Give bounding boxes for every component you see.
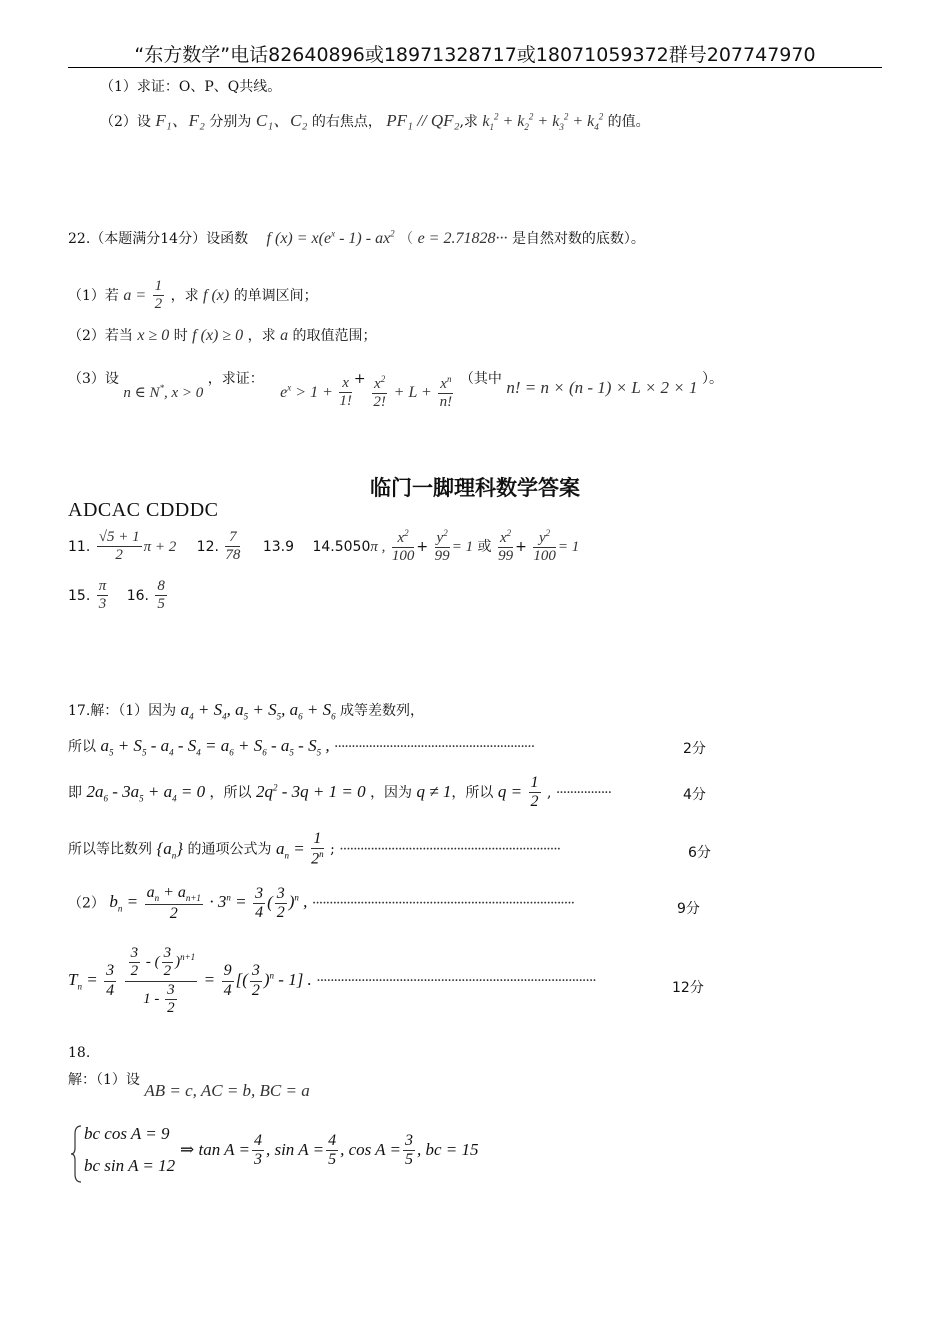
sol17-points-2: 2分 <box>683 741 706 757</box>
header-rule <box>68 67 882 68</box>
sol17-points-6: 6分 <box>688 845 711 861</box>
sol17-line1: 17.解：（1）因为 $a_4 + S_4$, $a_5 + S_5$, $a_6 + S_6$ 成等差数列， <box>68 700 425 722</box>
mc-answers: ADCAC CDDDC <box>68 499 219 521</box>
page-header: “东方数学”电话82640896或18971328717或18071059372群号207747970 <box>134 44 816 66</box>
fill-answers-row1: 11. $\frac{√5 + 1}{2}$ π + 2 12. $\frac{7}{78}$ 13.9 14.5050π , $\frac{x^2}{100}$ + $\frac{y^2}{99}$ = 1 或 $\frac{x^2}{99}$ + $\frac{y^2}{100}$ = 1 <box>68 528 580 565</box>
sol17-line3: 即 $2a_6 - 3a_5 + a_4 = 0$ ，所以 $2q^2 - 3q + 1 = 0$ ，因为 q ≠ 1，所以 q = $\frac{1}{2}$ , ················ <box>68 774 612 811</box>
sol17-line4: 所以等比数列 $\{a_n\}$ 的通项公式为 $a_n$ = $\frac{1}{2^n}$ ; ································································ <box>68 830 561 868</box>
sol18-number: 18. <box>68 1045 91 1061</box>
sol17-line2: 所以 $a_5 + S_5 - a_4 - S_4 = a_6 + S_6 - a_5 - S_5$ , ·························································· <box>68 736 535 758</box>
q21-part1: （1）求证：O、P、Q共线。 <box>100 79 282 95</box>
q21-part2: （2）设 F₁、F₂ 分别为 C₁、C₂ 的右焦点， PF₁ // QF₂,求 $k_1^2 + k_2^2 + k_3^2 + k_4^2$ 的值。 <box>100 111 650 133</box>
sol17-points-9: 9分 <box>677 901 700 917</box>
sol17-points-4: 4分 <box>683 787 706 803</box>
left-brace-icon <box>70 1124 84 1184</box>
q22-title: 22.（本题满分14分）设函数 f $(x) = x(e^x - 1) - ax^2$ （ e = 2.71828··· 是自然对数的底数）。 <box>68 228 645 247</box>
q22-part2: （2）若当 x ≥ 0 时 f (x) ≥ 0 ，求 a 的取值范围； <box>68 327 377 344</box>
sol17-part2-tn: $T_n$ = $\frac{3}{4}$ $\frac{3}{2}$ - ( $\frac{3}{2}$ )$^{n+1}$ 1 - $\frac{3}{2}$ = $\frac{9}{4}$ [( $\frac{3}{2}$ )$^n$ - 1] . ················································································· <box>68 945 596 1016</box>
sol17-points-12: 12分 <box>672 980 704 996</box>
q22-part3: （3）设 n ∈ N*, x > 0 ，求证： $e^x > 1$ + $\frac{x}{1!}$ + $\frac{x^2}{2!}$ + L + $\frac{x^n}{n!}$ （其中 n! = n × (n - 1) × L × 2 × 1 ）。 <box>68 370 723 411</box>
sol17-part2-bn: （2） $b_n$ = $\frac{a_n + a_{n+1}}{2}$ · $3^n$ = $\frac{3}{4}$ ( $\frac{3}{2}$ )$^n$ , ············································································ <box>68 884 575 922</box>
q22-part1: （1）若 a = $\frac{1}{2}$ ，求 f (x) 的单调区间； <box>68 278 318 313</box>
answers-title: 临门一脚理科数学答案 <box>370 476 580 500</box>
fill-answers-row2: 15. $\frac{\pi}{3}$ 16. $\frac{8}{5}$ <box>68 578 165 613</box>
sol18-line1: 解：（1）设 AB = c, AC = b, BC = a <box>68 1072 310 1100</box>
